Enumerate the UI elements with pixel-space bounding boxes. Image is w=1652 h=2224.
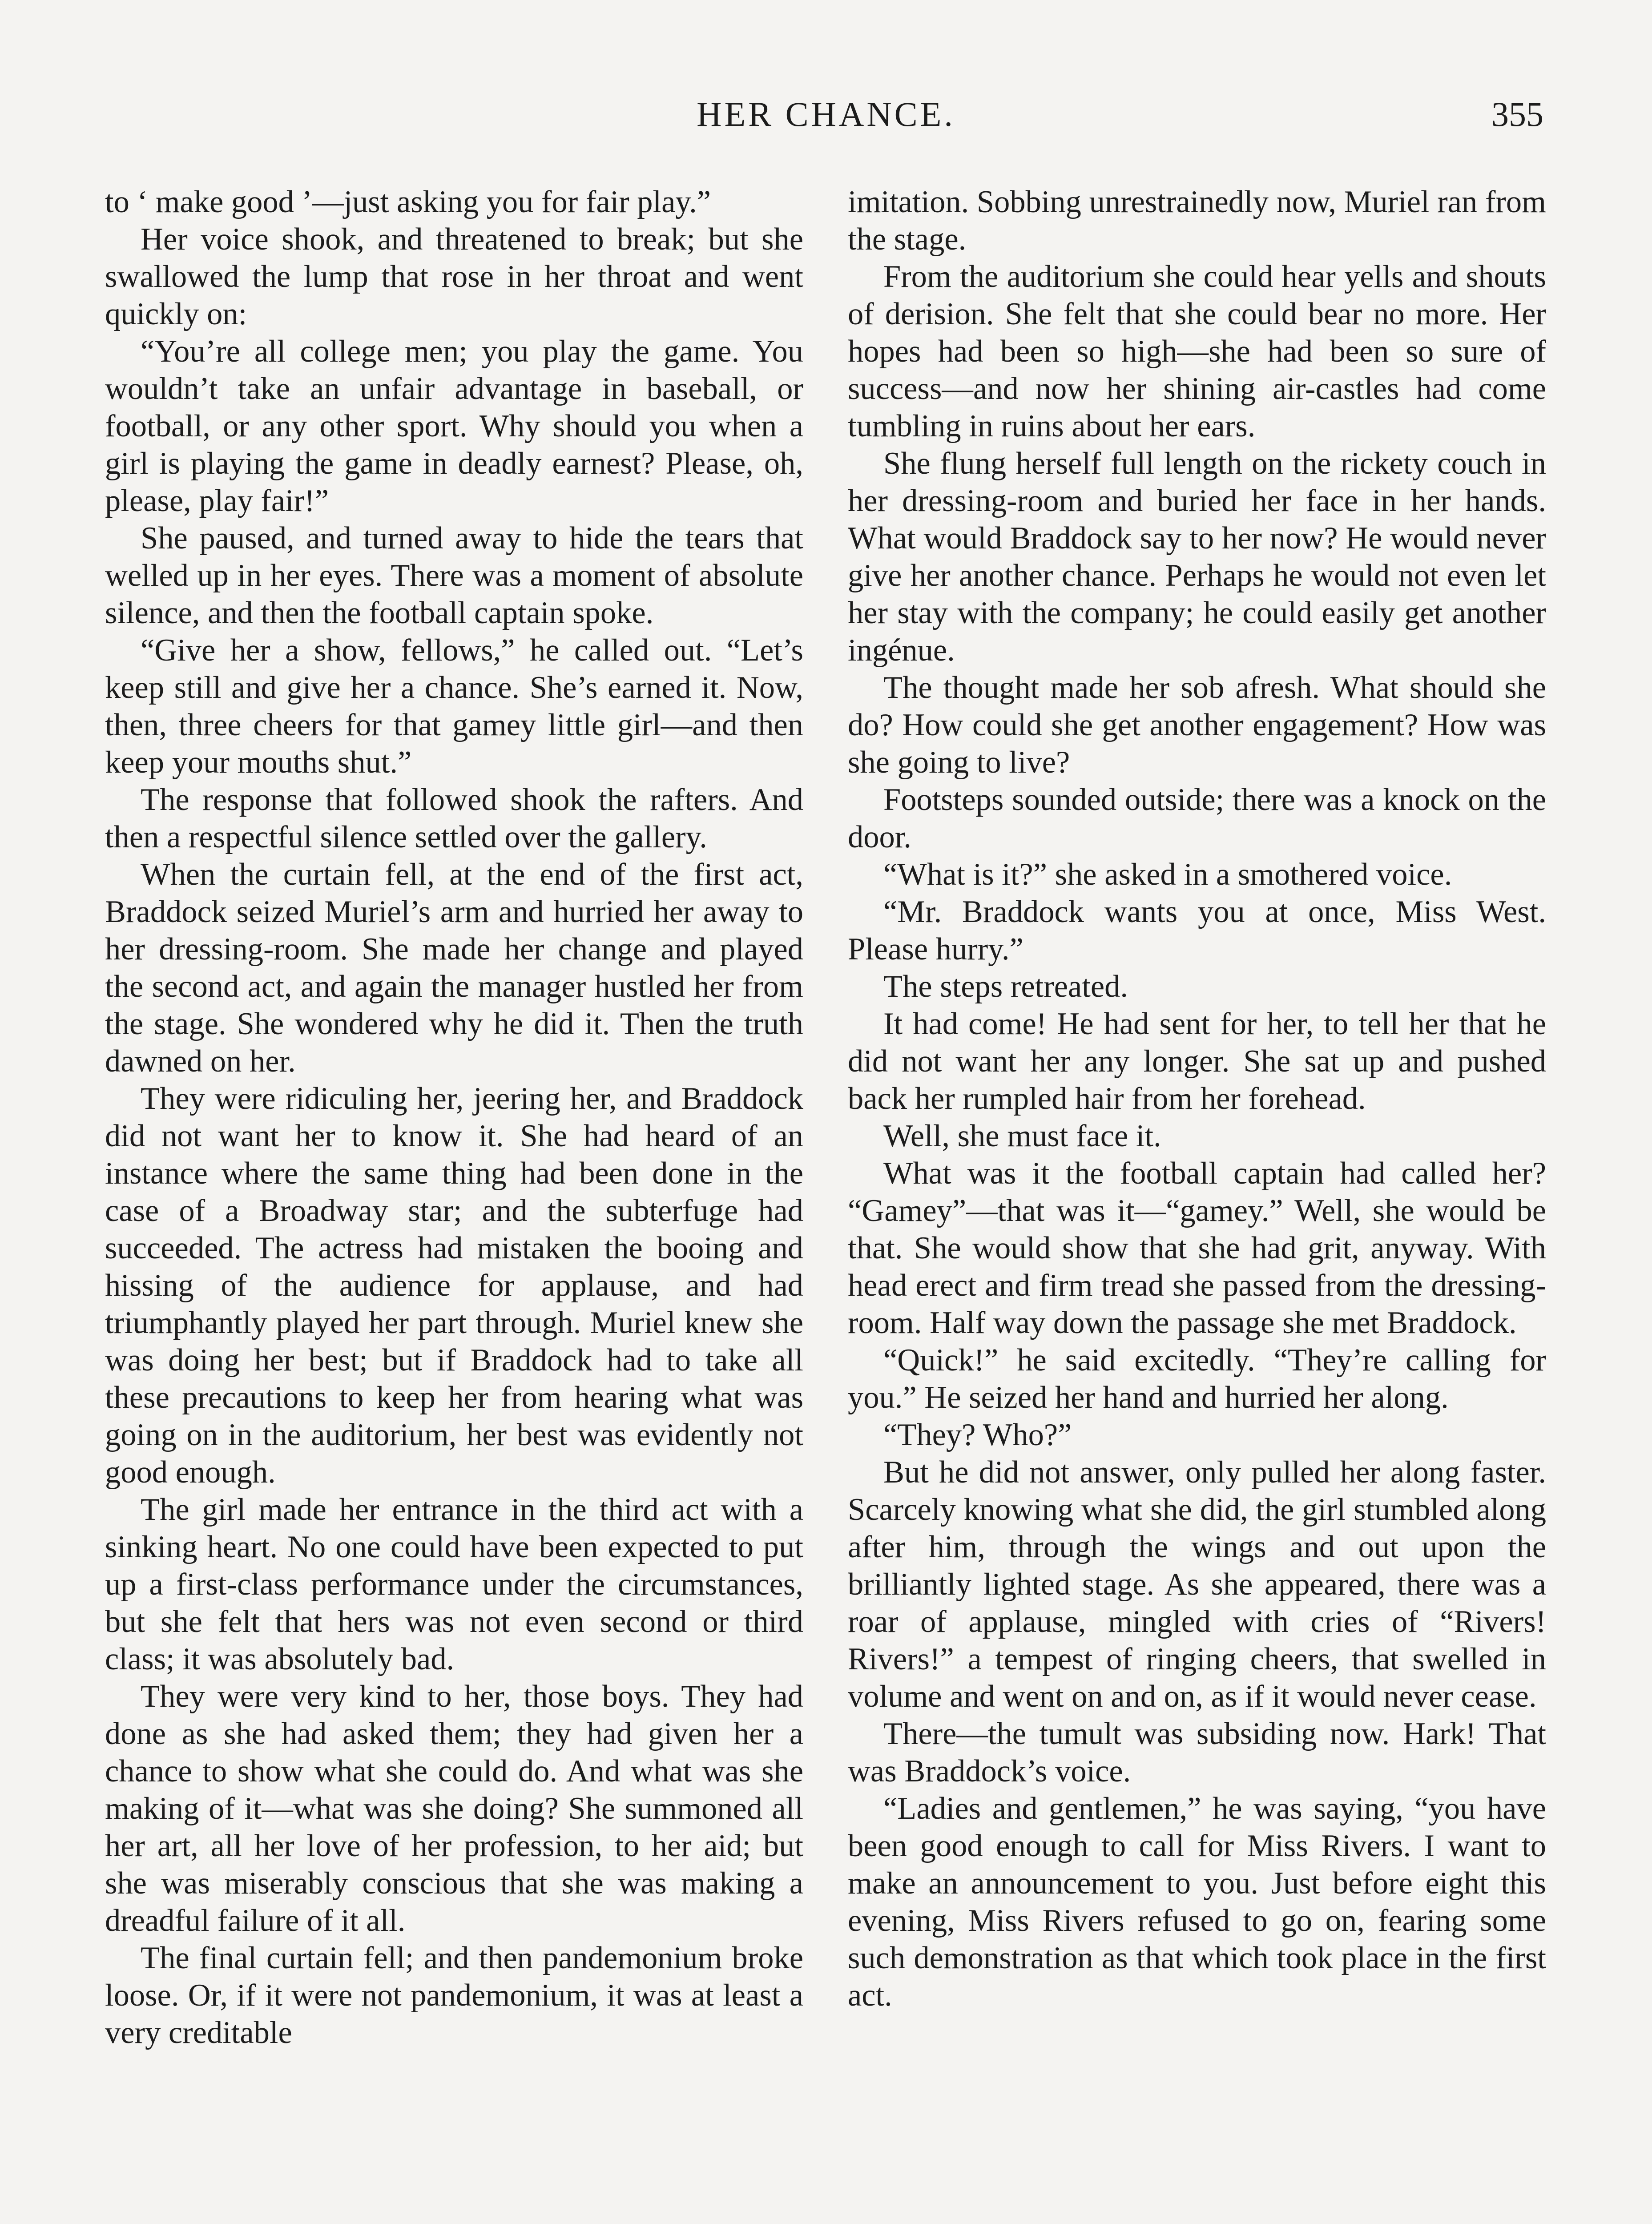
paragraph: But he did not answer, only pulled her along faster. Scarcely knowing what she did, the girl stumbled along after him, through the wings and out upon the brilliantly lighted stage. As she appeared, there was a roar of applause, mingled with cries of “Rivers! Rivers!” a tempest of ringing cheers, that swelled in volume and went on and on, as if it would never cease. [848, 1455, 1546, 1714]
paragraph: When the curtain fell, at the end of the first act, Braddock seized Muriel’s arm and hurried her away to her dressing-room. She made her change and played the second act, and again the manager hustled her from the stage. She wondered why he did it. Then the truth dawned on her. [105, 857, 803, 1079]
paragraph: “Mr. Braddock wants you at once, Miss West. Please hurry.” [848, 894, 1546, 967]
paragraph: Her voice shook, and threatened to break; but she swallowed the lump that rose in her throat and went quickly on: [105, 222, 803, 331]
paragraph: There—the tumult was subsiding now. Hark! That was Braddock’s voice. [848, 1716, 1546, 1789]
paragraph: imitation. Sobbing unrestrainedly now, Muriel ran from the stage. [848, 185, 1546, 257]
left-column [105, 183, 803, 2051]
paragraph: Well, she must face it. [883, 1119, 1161, 1153]
paragraph: The girl made her entrance in the third act with a sinking heart. No one could have been expected to put up a first-class performance under the circumstances, but she felt that hers was not even second or third class; it was absolutely bad. [105, 1492, 803, 1676]
paragraph: “They? Who?” [883, 1418, 1072, 1452]
paragraph: “Quick!” he said excitedly. “They’re calling for you.” He seized her hand and hurried her along. [848, 1343, 1546, 1415]
paragraph: She paused, and turned away to hide the tears that welled up in her eyes. There was a moment of absolute silence, and then the football captain spoke. [105, 521, 803, 630]
page-header [0, 94, 1652, 143]
paragraph: The steps retreated. [883, 969, 1128, 1004]
paragraph: From the auditorium she could hear yells and shouts of derision. She felt that she could bear no more. Her hopes had been so high—she had been so sure of success—and now her shining air-castles had come tumbling in ruins about her ears. [848, 259, 1546, 443]
running-title: HER CHANCE. [697, 95, 955, 133]
paragraph: What was it the football captain had called her? “Gamey”—that was it—“gamey.” Well, she would be that. She would show that she had grit, anyway. With head erect and firm tread she passed from the dressing-room. Half way down the passage she met Braddock. [848, 1156, 1546, 1340]
paragraph: “Ladies and gentlemen,” he was saying, “you have been good enough to call for Miss Rivers. I want to make an announcement to you. Just before eight this evening, Miss Rivers refused to go on, fearing some such demonstration as that which took place in the first act. [848, 1791, 1546, 2013]
paragraph: “Give her a show, fellows,” he called out. “Let’s keep still and give her a chance. She’s earned it. Now, then, three cheers for that gamey little girl—and then keep your mouths shut.” [105, 633, 803, 780]
paragraph: The response that followed shook the rafters. And then a respectful silence settled over the gallery. [105, 782, 803, 854]
paragraph: “You’re all college men; you play the game. You wouldn’t take an unfair advantage in baseball, or football, or any other sport. Why should you when a girl is playing the game in deadly earnest? Please, oh, please, play fair!” [105, 334, 803, 518]
paragraph: She flung herself full length on the rickety couch in her dressing-room and buried her face in her hands. What would Braddock say to her now? He would never give her another chance. Perhaps he would not even let her stay with the company; he could easily get another ingénue. [848, 446, 1546, 668]
paragraph: It had come! He had sent for her, to tell her that he did not want her any longer. She sat up and pushed back her rumpled hair from her forehead. [848, 1007, 1546, 1116]
paragraph: “What is it?” she asked in a smothered voice. [883, 857, 1452, 892]
paragraph: The final curtain fell; and then pandemonium broke loose. Or, if it were not pandemonium, it was at least a very creditable [105, 1941, 803, 2050]
paragraph: They were very kind to her, those boys. They had done as she had asked them; they had given her a chance to show what she could do. And what was she making of it—what was she doing? She summoned all her art, all her love of her profession, to her aid; but she was miserably conscious that she was making a dreadful failure of it all. [105, 1679, 803, 1938]
right-column [848, 183, 1546, 2014]
paragraph: They were ridiculing her, jeering her, and Braddock did not want her to know it. She had heard of an instance where the same thing had been done in the case of a Broadway star; and the subterfuge had succeeded. The actress had mistaken the booing and hissing of the audience for applause, and had triumphantly played her part through. Muriel knew she was doing her best; but if Braddock had to take all these precautions to keep her from hearing what was going on in the auditorium, her best was evidently not good enough. [105, 1081, 803, 1490]
paragraph: to ‘ make good ’—just asking you for fair play.” [105, 185, 711, 219]
paragraph: The thought made her sob afresh. What should she do? How could she get another engagement? How was she going to live? [848, 670, 1546, 780]
paragraph: Footsteps sounded outside; there was a knock on the door. [848, 782, 1546, 854]
page-number: 355 [1491, 95, 1543, 133]
